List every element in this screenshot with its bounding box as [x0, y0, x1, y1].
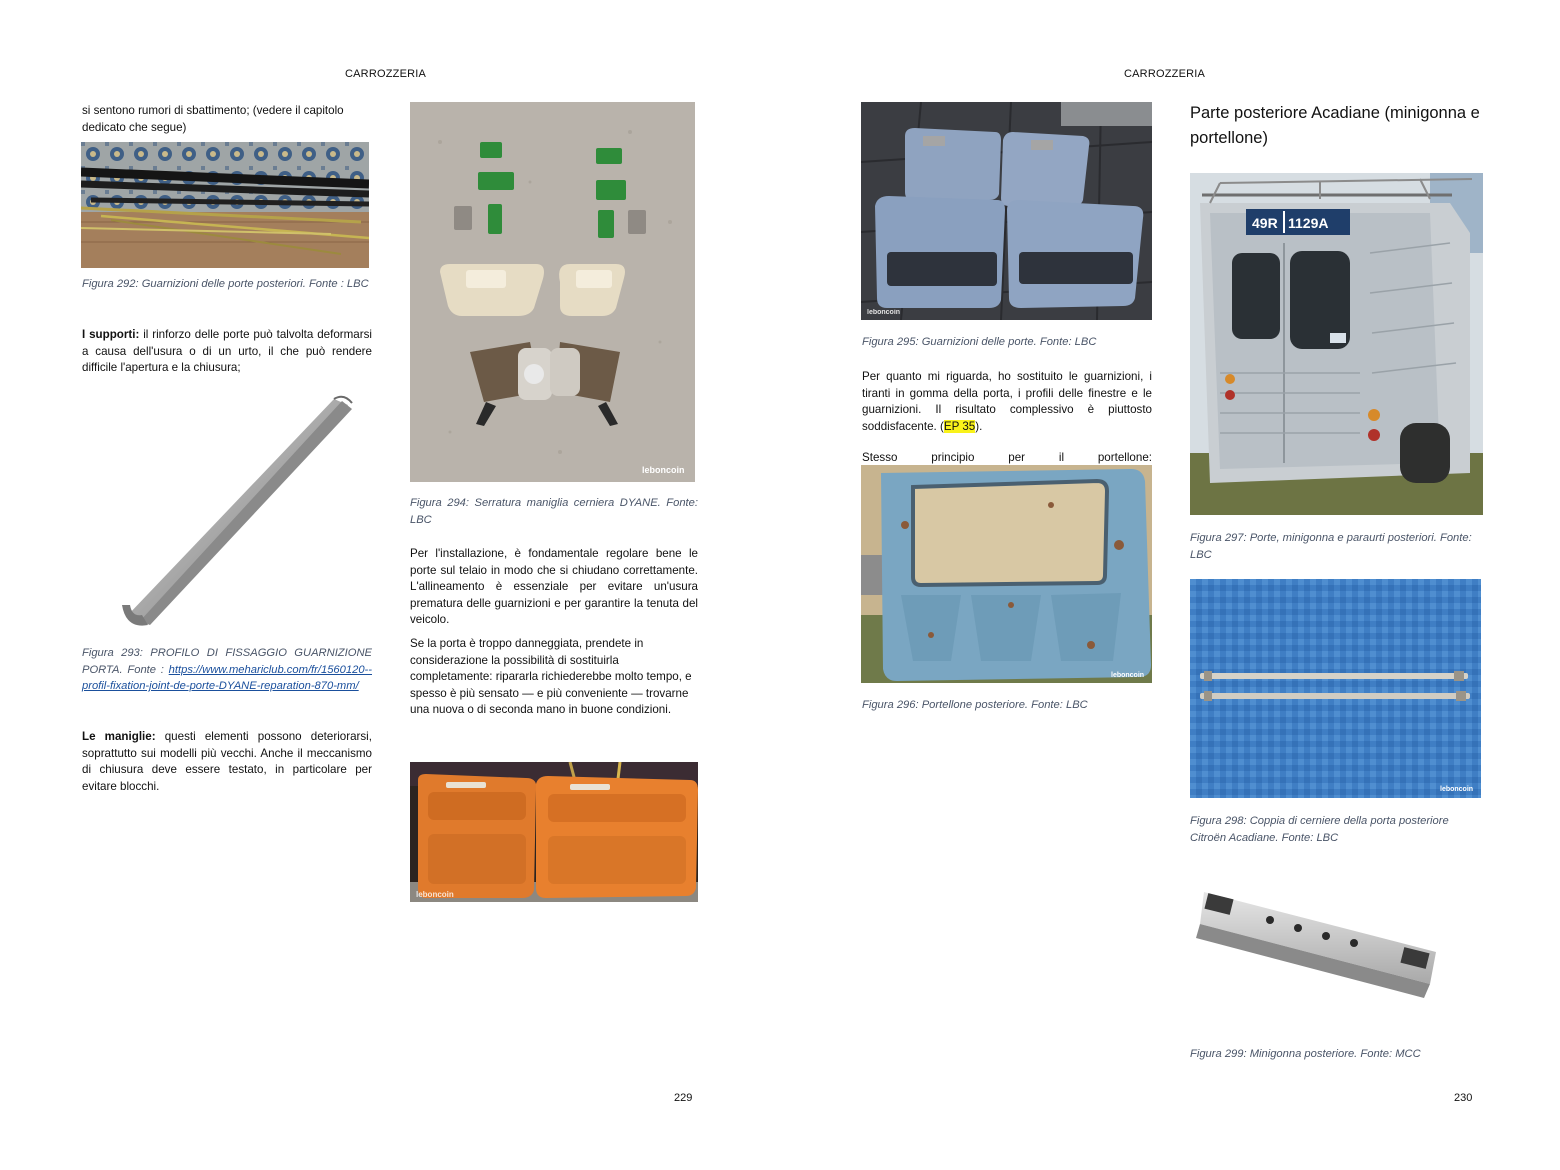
figure-295-watermark: leboncoin	[867, 309, 901, 316]
figure-296-image	[861, 465, 1152, 683]
paragraph-supporti	[82, 327, 372, 377]
figure-293-source-link[interactable]: https://www.mehariclub.com/fr/1560120--profil-fixation-joint-de-porte-DYANE-reparation-870-mm/	[82, 663, 372, 693]
paragraph-stesso: Stesso principio per il portellone:	[862, 451, 1152, 464]
figure-294-caption: Figura 294: Serratura maniglia cerniera DYANE. Fonte: LBC	[410, 497, 698, 526]
maniglie-label: Le maniglie:	[82, 730, 156, 743]
figure-294-watermark: leboncoin	[642, 465, 685, 475]
figure-295-image	[861, 102, 1152, 320]
figure-293-caption-text: Figura 293: PROFILO DI FISSAGGIO GUARNIZIONE PORTA. Fonte :	[82, 647, 372, 676]
page-230	[780, 0, 1560, 1170]
running-head-right: CARROZZERIA	[1124, 68, 1206, 80]
figure-299-caption: Figura 299: Minigonna posteriore. Fonte: MCC	[1190, 1048, 1421, 1060]
figure-293-image	[108, 393, 368, 633]
paragraph-sostituito	[862, 369, 1152, 435]
figure-297-image	[1190, 173, 1483, 515]
figure-297-caption: Figura 297: Porte, minigonna e paraurti posteriori. Fonte: LBC	[1190, 532, 1472, 561]
plate-right-text: 1129A	[1288, 215, 1329, 231]
page-number-230: 230	[1454, 1092, 1473, 1104]
figure-298-caption: Figura 298: Coppia di cerniere della porta posteriore Citroën Acadiane. Fonte: LBC	[1190, 815, 1449, 844]
supporti-text: il rinforzo delle porte può talvolta deformarsi a causa dell'usura o di un urto, il che può rendere difficile l'apertura e la chiusura;	[82, 328, 372, 375]
running-head-left: CARROZZERIA	[345, 68, 427, 80]
page-number-229: 229	[674, 1092, 693, 1104]
figure-292-image	[81, 142, 369, 268]
figure-295-caption: Figura 295: Guarnizioni delle porte. Fonte: LBC	[862, 336, 1097, 348]
figure-296-caption: Figura 296: Portellone posteriore. Fonte: LBC	[862, 699, 1088, 711]
figure-298-watermark: leboncoin	[1440, 786, 1474, 793]
figure-294-image	[410, 102, 695, 482]
section-heading: Parte posteriore Acadiane (minigonna e portellone)	[1190, 104, 1480, 147]
supporti-label: I supporti:	[82, 328, 140, 341]
figure-299-image	[1190, 880, 1440, 1004]
paragraph-installazione: Per l'installazione, è fondamentale regolare bene le porte sul telaio in modo che si chiudano correttamente. L'allineamento è essenziale per evitare un'usura prematura delle guarnizioni e per garantire la tenuta del veicolo.	[410, 547, 698, 627]
plate-left-text: 49R	[1252, 215, 1278, 231]
paragraph-rumori: si sentono rumori di sbattimento; (vedere il capitolo dedicato che segue)	[82, 104, 344, 134]
orange-door-panels-image	[410, 762, 698, 902]
ep-35-reference: EP 35	[943, 419, 976, 433]
sostituito-text: Per quanto mi riguarda, ho sostituito le guarnizioni, i tiranti in gomma della porta, i profili delle finestre e le guarnizioni. Il risultato complessivo è piuttosto soddisfacente. (	[862, 370, 1152, 433]
paragraph-danneggiata: Se la porta è troppo danneggiata, prendete in considerazione la possibilità di sostituirla completamente: ripararla richiederebbe molto tempo, e spesso è più sensato — e più conveniente — trovarne una nuova o di seconda mano in buone condizioni.	[410, 637, 692, 717]
maniglie-text: questi elementi possono deteriorarsi, soprattutto sui modelli più vecchi. Anche il meccanismo di chiusura deve essere testato, in particolare per evitare blocchi.	[82, 730, 372, 793]
sostituito-text-end: ).	[975, 419, 983, 433]
paragraph-maniglie	[82, 729, 372, 795]
figure-296-watermark: leboncoin	[1111, 672, 1145, 679]
orange-panels-watermark: leboncoin	[416, 890, 454, 899]
figure-293-caption	[82, 645, 372, 695]
figure-298-image	[1190, 579, 1481, 798]
figure-292-caption: Figura 292: Guarnizioni delle porte posteriori. Fonte : LBC	[82, 278, 369, 290]
